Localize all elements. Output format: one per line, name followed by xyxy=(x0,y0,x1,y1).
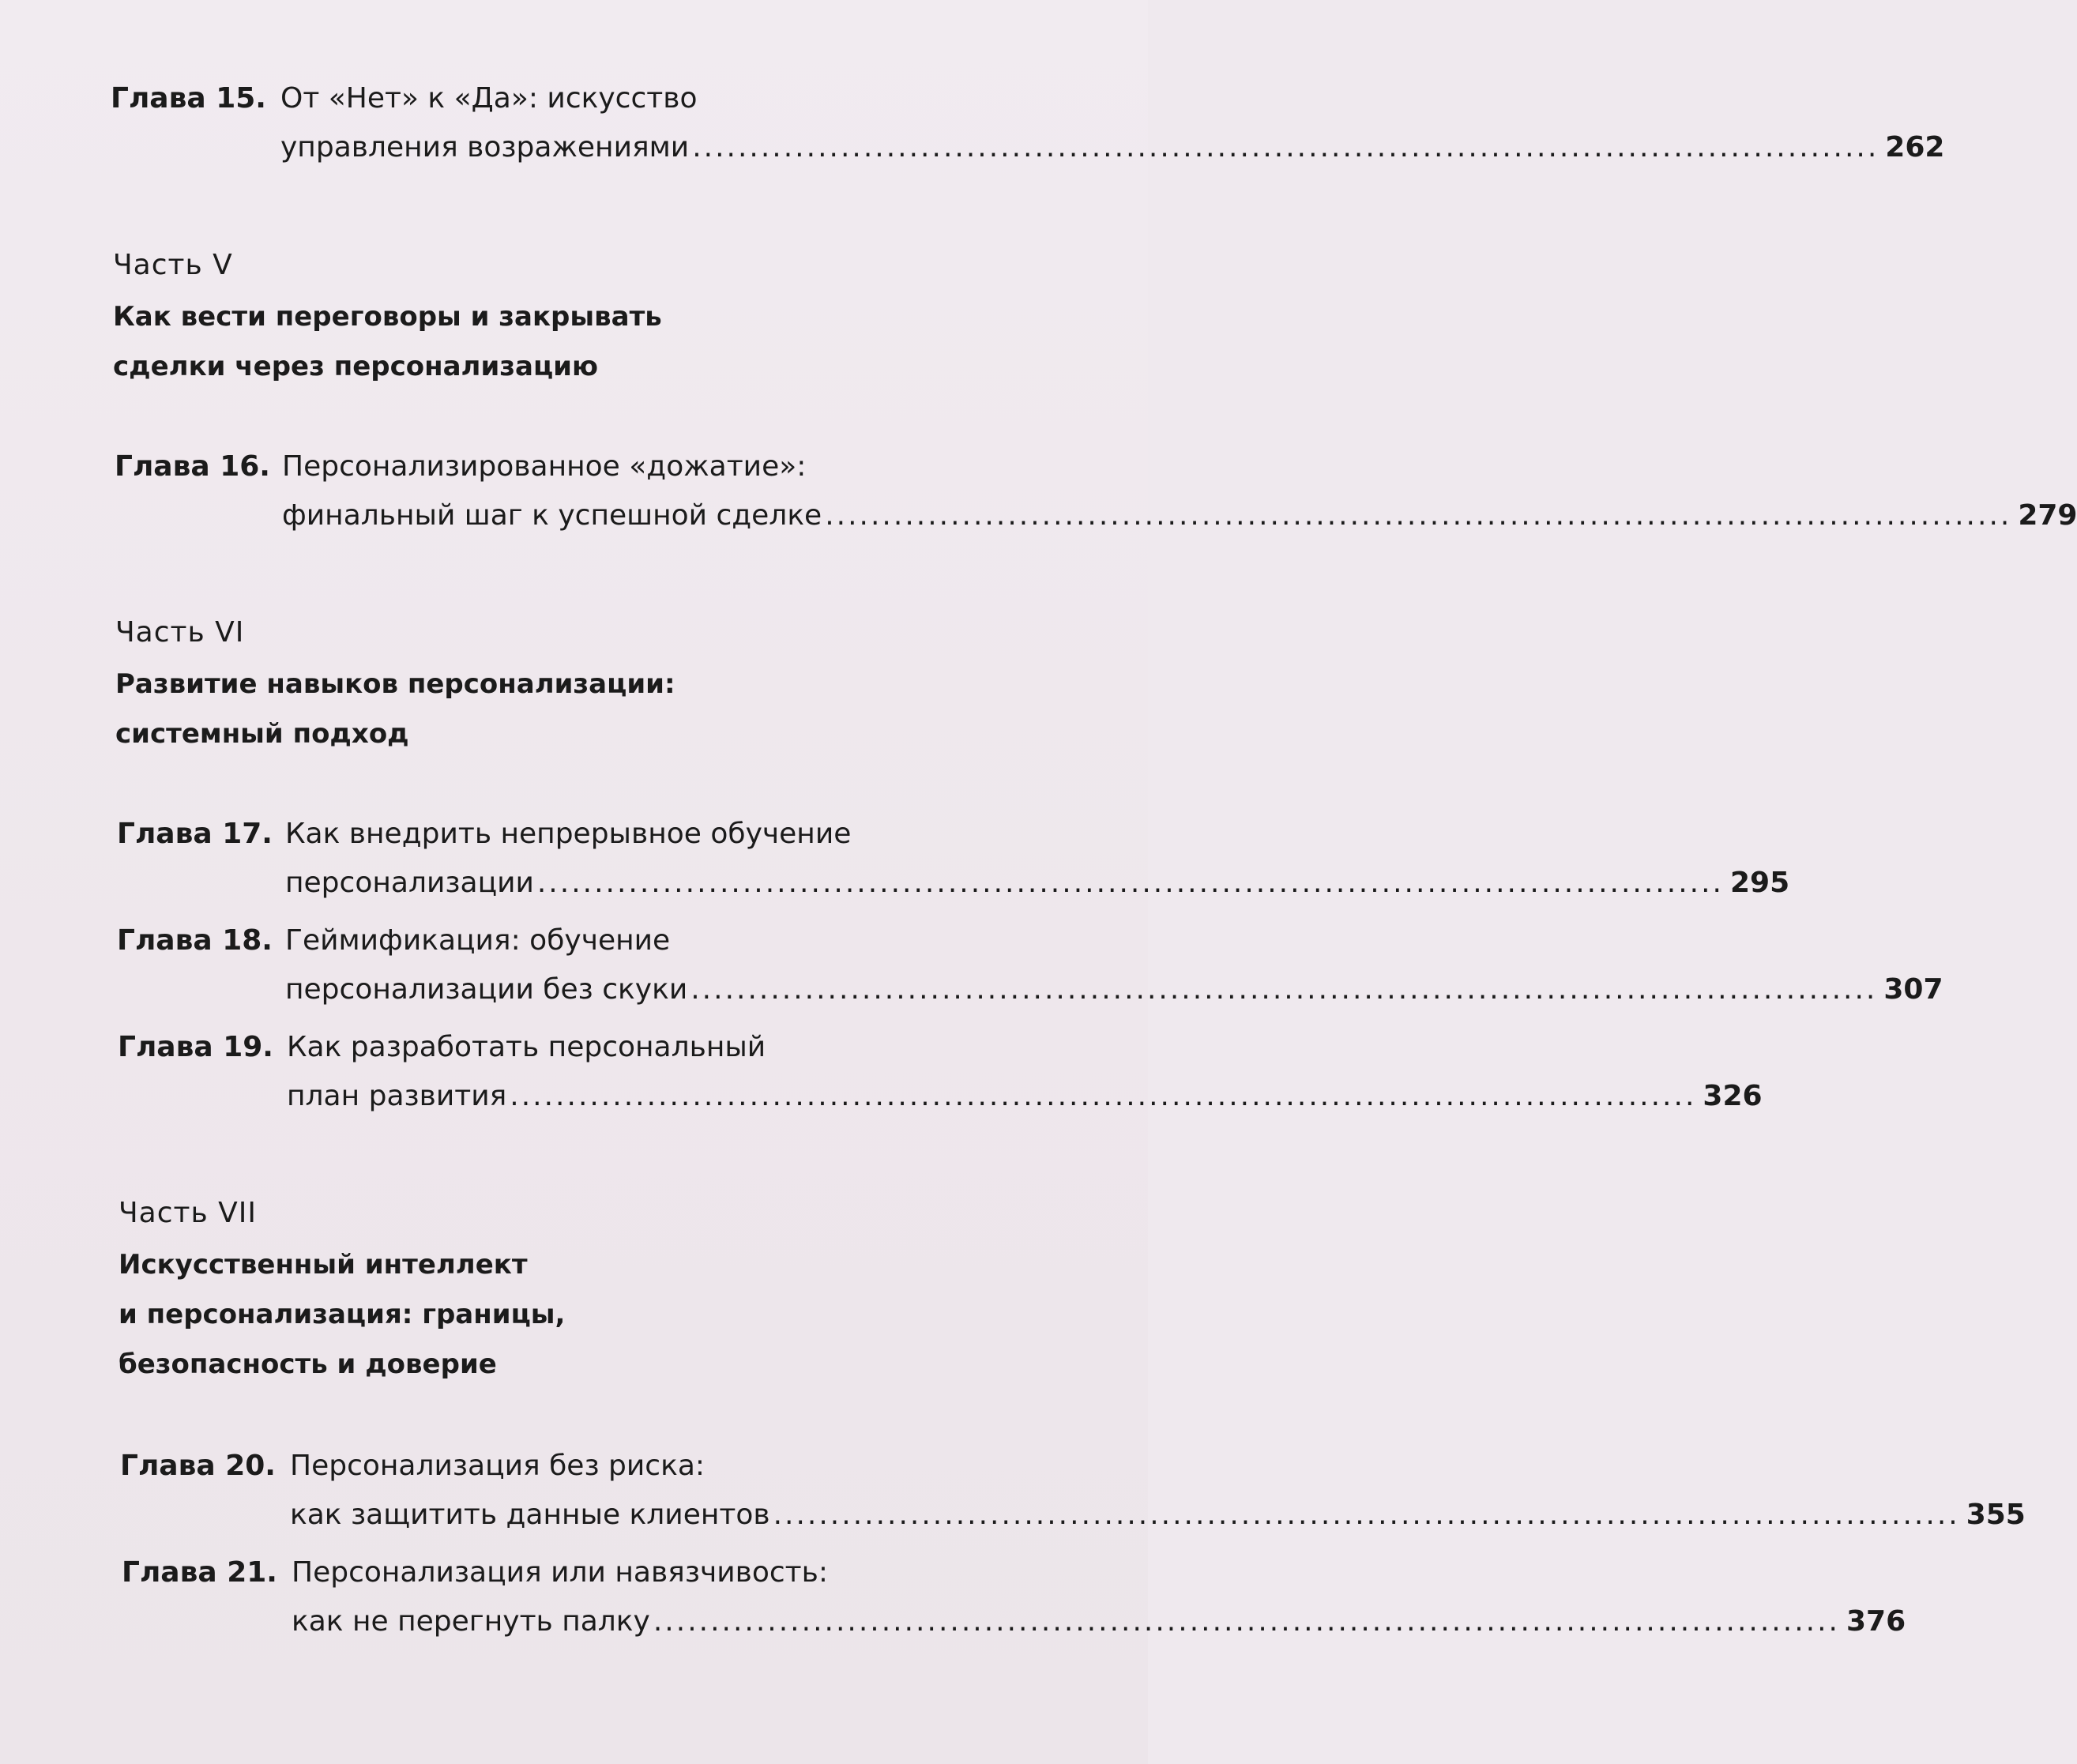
chapter-title-line2-row xyxy=(285,965,1943,1014)
toc-part-vii xyxy=(119,1197,565,1390)
part-title-line: Искусственный интеллект xyxy=(119,1249,528,1281)
page-number: 355 xyxy=(1966,1499,2026,1531)
leader-dots: ........................................................................................................ xyxy=(510,1080,1697,1112)
chapter-title-line2: как защитить данные клиентов xyxy=(290,1499,770,1531)
toc-part-v xyxy=(113,249,662,392)
part-title xyxy=(119,1240,565,1390)
chapter-title-line1: Персонализация без риска: xyxy=(290,1450,706,1482)
chapter-title-line2: персонализации xyxy=(285,867,534,899)
toc-chapter-18 xyxy=(117,916,1943,1019)
page-number: 326 xyxy=(1703,1080,1763,1112)
page-number: 262 xyxy=(1885,131,1945,164)
chapter-title-line2: персонализации без скуки xyxy=(285,973,688,1006)
chapter-title-line2-row xyxy=(292,1597,1906,1646)
chapter-title-line2: управления возражениями xyxy=(280,131,690,164)
chapter-number: Глава 16. xyxy=(115,450,270,483)
part-title xyxy=(113,292,662,392)
chapter-title-line2: финальный шаг к успешной сделке xyxy=(282,499,822,532)
chapter-title-line1: Персонализация или навязчивость: xyxy=(292,1556,828,1589)
leader-dots: ........................................................................................................ xyxy=(690,973,1878,1006)
chapter-title-line1: Персонализированное «дожатие»: xyxy=(282,450,807,483)
chapter-title-line1: Геймификация: обучение xyxy=(285,924,671,957)
toc-chapter-15 xyxy=(111,74,1945,177)
chapter-number: Глава 15. xyxy=(111,82,266,115)
chapter-title-line1: От «Нет» к «Да»: искусство xyxy=(280,82,698,115)
toc-part-vi xyxy=(115,616,675,759)
toc-chapter-19 xyxy=(118,1023,1763,1126)
chapter-number: Глава 20. xyxy=(120,1450,276,1482)
toc-chapter-17 xyxy=(117,810,1790,912)
part-title-line: системный подход xyxy=(115,718,409,750)
chapter-title-line2-row xyxy=(290,1491,2026,1540)
page-number: 376 xyxy=(1846,1605,1906,1638)
leader-dots: ........................................................................................................ xyxy=(536,867,1724,899)
chapter-title-line2: как не перегнуть палку xyxy=(292,1605,650,1638)
part-label: Часть V xyxy=(113,249,233,281)
leader-dots: ........................................................................................................ xyxy=(773,1499,1960,1531)
leader-dots: ........................................................................................................ xyxy=(653,1605,1840,1638)
chapter-title-line1: Как разработать персональный xyxy=(287,1031,766,1063)
part-title-line: сделки через персонализацию xyxy=(113,351,599,382)
chapter-title-line2-row xyxy=(282,491,2077,540)
chapter-title-line2-row xyxy=(285,859,1790,908)
part-label: Часть VI xyxy=(115,616,245,649)
leader-dots: ........................................................................................................ xyxy=(692,131,1879,164)
chapter-number: Глава 18. xyxy=(117,924,273,957)
chapter-title-line2-row xyxy=(280,123,1945,172)
chapter-number: Глава 21. xyxy=(122,1556,277,1589)
toc-chapter-20 xyxy=(120,1442,2026,1544)
page-number: 295 xyxy=(1729,867,1790,899)
chapter-title-line1: Как внедрить непрерывное обучение xyxy=(285,818,852,850)
part-label: Часть VII xyxy=(119,1197,258,1229)
part-title-line: и персонализация: границы, xyxy=(119,1299,566,1330)
part-title-line: безопасность и доверие xyxy=(119,1348,497,1380)
page-number: 279 xyxy=(2018,499,2077,532)
part-title xyxy=(115,660,675,759)
leader-dots: ........................................................................................................ xyxy=(825,499,2012,532)
chapter-number: Глава 17. xyxy=(117,818,273,850)
toc-chapter-21 xyxy=(122,1548,1906,1651)
toc-chapter-16 xyxy=(115,442,2077,545)
chapter-number: Глава 19. xyxy=(118,1031,273,1063)
part-title-line: Как вести переговоры и закрывать xyxy=(113,301,662,333)
page-number: 307 xyxy=(1883,973,1943,1006)
chapter-title-line2: план развития xyxy=(287,1080,507,1112)
chapter-title-line2-row xyxy=(287,1072,1763,1121)
part-title-line: Развитие навыков персонализации: xyxy=(115,668,675,700)
